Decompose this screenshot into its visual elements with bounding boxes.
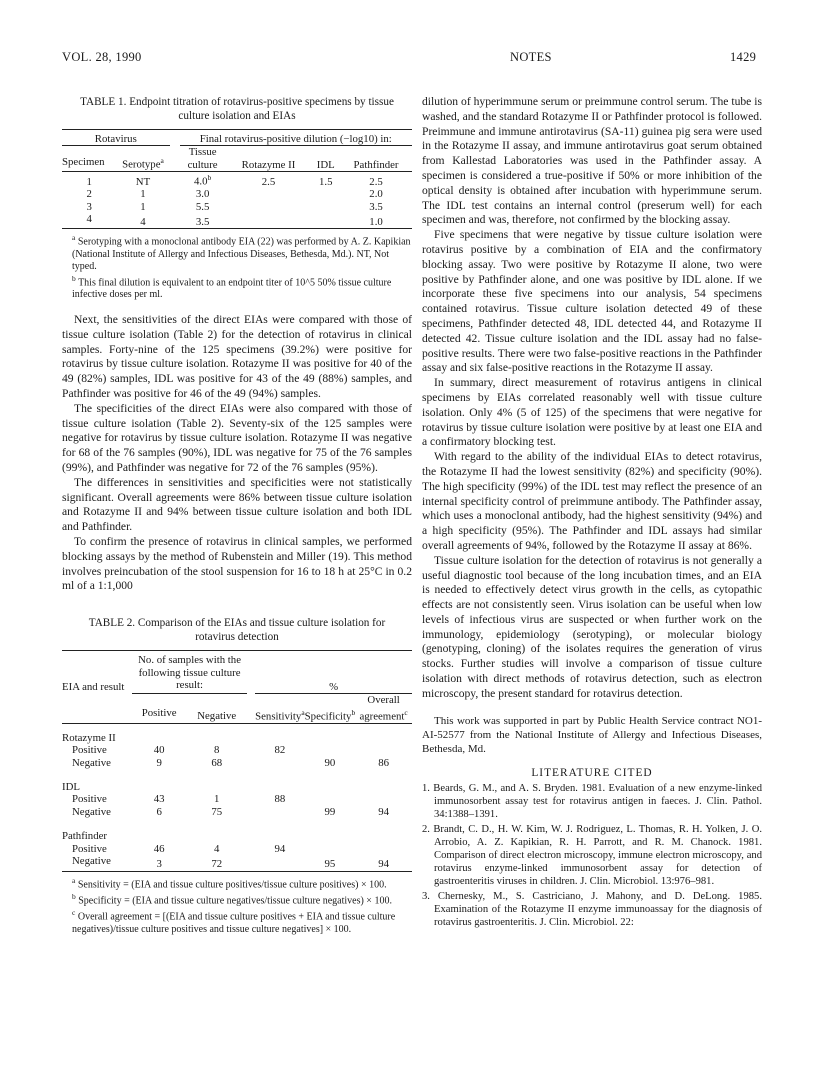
table1-footnote-a: $^a$ Serotyping with a monoclonal antibody EIA (22) was performed by A. Z. Kapikian (National Institute of Allergy and Infectious Diseases, Bethesda, Md.). NT, Not typed. bbox=[72, 233, 411, 272]
table2-col-positive: Positive bbox=[141, 707, 177, 720]
left-column bbox=[62, 95, 412, 936]
paragraph: Five specimens that were negative by tissue culture isolation were rotavirus positive by a combination of EIA and the confirmatory blocking assay. Two were positive by Rotazyme II alone, two were positive by Pathfinder alone, and one was positive by IDL alone. If we incorporate these five specimens into our analysis, 54 specimens contained rotavirus. Tissue culture isolation detected 49 of these specimens, Pathfinder detected 48, IDL detected 44, and Rotazyme II detected 42. Tissue culture isolation and the IDL assay had no false-positive results. There were two false-positive reactions in the Pathfinder assay and six false-positive reactions in the Rotazyme II assay. bbox=[422, 228, 762, 375]
table-row: 1 NT 4.0$^b$ 2.5 1.5 2.5 bbox=[86, 173, 383, 188]
reference-item: 3. Chernesky, M., S. Castriciano, J. Mahony, and D. DeLong. 1985. Examination of the Rotazyme II enzyme immunoassay for the diagnosis of rotavirus gastroenteritis. J. Clin. Microbiol. 22: bbox=[422, 891, 762, 929]
table2-footnote-a: $^a$ Sensitivity = (EIA and tissue culture positives/tissue culture positives) × 100. bbox=[72, 875, 387, 890]
table1-col-idl: IDL bbox=[316, 158, 335, 171]
table2-footnote-b: $^b$ Specificity = (EIA and tissue culture negatives/tissue culture negatives) × 100. bbox=[72, 891, 392, 907]
table2 bbox=[62, 650, 412, 871]
page-number: 1429 bbox=[730, 50, 757, 64]
table1-col-rotazyme: Rotazyme II bbox=[241, 158, 296, 171]
running-head-volume: VOL. 28, 1990 bbox=[62, 50, 142, 64]
table2-col-negative: Negative bbox=[197, 710, 237, 723]
table2-col-overall: Overall agreement$^c$ bbox=[359, 694, 408, 723]
acknowledgment: This work was supported in part by Public Health Service contract NO1-AI-52577 from the National Institute of Allergy and Infectious Diseases, Bethesda, Md. bbox=[422, 714, 762, 755]
table2-group-rotazyme: Rotazyme II bbox=[62, 731, 116, 744]
paragraph: dilution of hyperimmune serum or preimmune control serum. The tube is washed, and the standard Rotazyme II or Pathfinder protocol is followed. Preimmune and immune antirotavirus (SA-11) guinea pig sera were used in the Rotazyme II assay, and immune antirotavirus goat serum obtained from Kallestad Laboratories was used in the Pathfinder assay. A specimen is considered a true-positive if 50% or more inhibition of the optical density is obtained after incubation with hyperimmune serum. The IDL test contains an internal control (preserum well) for each specimen and was, therefore, not confirmed by the blocking assay. bbox=[422, 95, 762, 227]
paragraph: With regard to the ability of the individual EIAs to detect rotavirus, the Rotazyme II had the lowest sensitivity (82%) and specificity (90%). The high specificity (99%) of the IDL test may reflect the presence of an internal specificity control of preimmune antibody. The Pathfinder assay, which uses a monoclonal antibody, had the highest sensitivity (94%) and a high specificity (95%). The Pathfinder and IDL assays had similar overall agreements of 94%, followed by the Rotazyme II assay at 86%. bbox=[422, 450, 762, 552]
table1-group-dilution: Final rotavirus-positive dilution (−log10) in: bbox=[180, 130, 412, 146]
table1-col-pathfinder: Pathfinder bbox=[353, 158, 399, 171]
table1-col-serotype: Serotype$^a$ bbox=[122, 156, 164, 171]
table2-col-sensitivity: Sensitivity$^a$ bbox=[255, 707, 305, 723]
table1 bbox=[62, 129, 412, 229]
paragraph: To confirm the presence of rotavirus in clinical samples, we performed blocking assays by the method of Rubenstein and Miller (19). This method involves preincubation of the stool suspension for 16 to 18 h at 25°C in 0.2 ml of a 1:1,000 bbox=[62, 535, 412, 593]
table2-group-pct: % bbox=[255, 651, 412, 694]
table1-col-specimen: Specimen bbox=[62, 155, 105, 168]
table-row: 4 4 3.5 1.0 bbox=[62, 213, 412, 229]
paragraph: In summary, direct measurement of rotavirus antigens in clinical specimens by EIAs correlated reasonably well with tissue culture isolation. Only 4% (5 of 125) of the specimens that were negative for rotavirus by tissue culture isolation were positive by at least one EIA and a confirmatory blocking test. bbox=[422, 376, 762, 449]
table2-col-eia: EIA and result bbox=[62, 680, 125, 693]
table1-group-rotavirus: Rotavirus bbox=[62, 130, 170, 146]
references-heading: LITERATURE CITED bbox=[531, 766, 653, 779]
table2-caption: TABLE 2. Comparison of the EIAs and tissue culture isolation for rotavirus detection bbox=[88, 617, 386, 644]
table-row: Positive 46 4 94 bbox=[72, 842, 286, 855]
paragraph: Tissue culture isolation for the detection of rotavirus is not generally a useful diagnostic tool because of the long incubation times, and an EIA is needed to effectively detect virus growth in the cells, as cytopathic effects are not consistently seen. Virus isolation can be useful when low levels of infectious virus are suspected or when further work on the immunology, epidemiology (serotyping), or molecular biology (genotyping, cloning) of the isolates requires the generation of virus stocks. Further studies will involve a comparison of tissue culture isolation with direct methods of rotavirus detection, such as electron microscopy, the present standard for rotavirus detection. bbox=[422, 553, 762, 700]
table1-footnote-b: $^b$ This final dilution is equivalent to an endpoint titer of 10^5 50% tissue culture infective doses per ml. bbox=[72, 273, 392, 301]
paragraph: Next, the sensitivities of the direct EIAs were compared with those of tissue culture isolation (Table 2) for the detection of rotavirus in clinical samples. Forty-nine of the 125 specimens (39.2%) were positive for rotavirus by tissue culture isolation. Rotazyme II was positive for 40 of the 49 (82%) samples, IDL was positive for 43 of the 49 (88%) samples, and Pathfinder was positive for 46 of the 49 (94%) samples. bbox=[62, 313, 412, 401]
paragraph: The differences in sensitivities and specificities were not statistically significant. Overall agreements were 86% between tissue culture isolation and Rotazyme II and 94% between tissue culture isolation and both IDL and Pathfinder. bbox=[62, 475, 412, 534]
left-body-text bbox=[62, 313, 412, 594]
table2-footnote-c: $^c$ Overall agreement = [(EIA and tissue culture positives + EIA and tissue culture negatives)/tissue culture positives and tissue culture negatives] × 100. bbox=[72, 908, 396, 935]
table1-caption: TABLE 1. Endpoint titration of rotavirus-positive specimens by tissue culture isolation and EIAs bbox=[80, 96, 394, 122]
running-head-section: NOTES bbox=[510, 50, 552, 64]
table2-group-pathfinder: Pathfinder bbox=[62, 830, 107, 843]
right-column bbox=[422, 95, 762, 929]
table-row: Negative 6 75 99 94 bbox=[72, 805, 389, 818]
table-row: Positive 40 8 82 bbox=[72, 744, 286, 757]
table-row: Negative 3 72 95 94 bbox=[62, 855, 412, 871]
table2-col-specificity: Specificity$^b$ bbox=[304, 707, 356, 723]
table-row: 3 1 5.5 3.5 bbox=[86, 200, 383, 213]
paragraph: The specificities of the direct EIAs were also compared with those of tissue culture isolation (Table 2). Seventy-six of the 125 samples were negative for rotavirus by tissue culture isolation. Rotazyme II was negative for 68 of the 76 samples (90%), IDL was negative for 75 of the 76 samples (99%), and Pathfinder was negative for 72 of the 76 samples (95%). bbox=[62, 401, 412, 475]
reference-item: 2. Brandt, C. D., H. W. Kim, W. J. Rodriguez, L. Thomas, R. H. Yolken, J. O. Arrobio, A. Z. Kapikian, R. H. Parrott, and R. M. Chanock. 1981. Comparison of direct electron microscopy, immune electron microscopy, and rotavirus enzyme-linked immunosorbent assay for detection of gastroenteritis viruses in children. J. Clin. Microbiol. 13:976–981. bbox=[422, 824, 762, 888]
table2-group-idl: IDL bbox=[62, 781, 80, 794]
table-row: 2 1 3.0 2.0 bbox=[86, 188, 383, 201]
table-row: Positive 43 1 88 bbox=[72, 793, 286, 806]
table2-group-samples: No. of samples with the following tissue culture result: bbox=[132, 651, 247, 694]
table1-col-tissue: Tissue culture bbox=[187, 146, 218, 171]
reference-item: 1. Beards, G. M., and A. S. Bryden. 1981. Evaluation of a new enzyme-linked immunosorbent assay test for rotavirus antigen in faeces. J. Clin. Pathol. 34:1388–1391. bbox=[422, 783, 762, 821]
table-row: Negative 9 68 90 86 bbox=[72, 756, 389, 769]
